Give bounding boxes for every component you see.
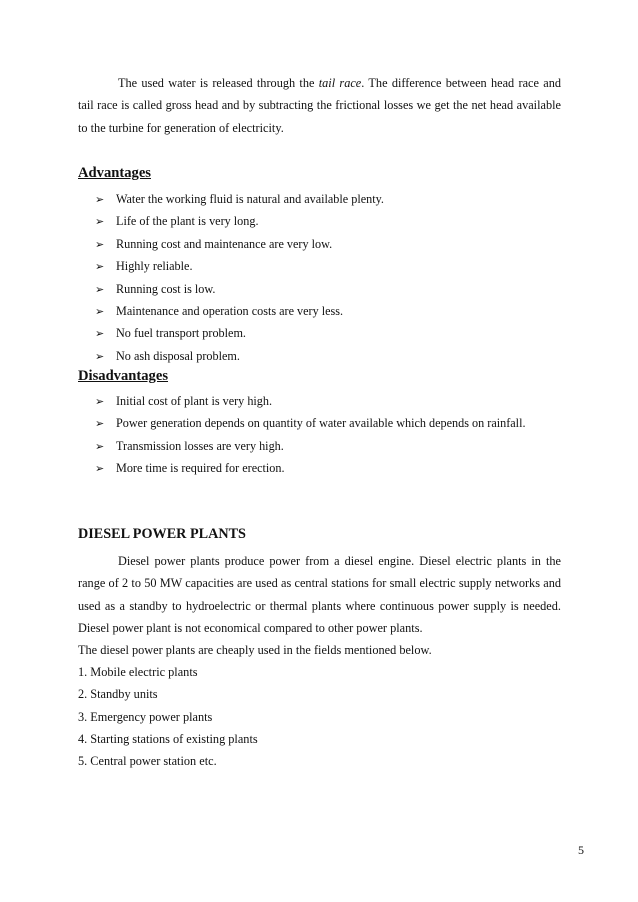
arrow-bullet-icon: ➢ bbox=[95, 193, 105, 206]
arrow-bullet-icon: ➢ bbox=[95, 215, 105, 229]
list-item-text: No ash disposal problem. bbox=[116, 348, 240, 363]
list-item-text: Water the working fluid is natural and available plenty. bbox=[116, 192, 384, 206]
arrow-bullet-icon: ➢ bbox=[95, 260, 105, 274]
list-item bbox=[95, 345, 384, 367]
arrow-bullet-icon: ➢ bbox=[95, 349, 105, 363]
diesel-uses-intro: The diesel power plants are cheaply used in the fields mentioned below. bbox=[78, 643, 432, 657]
list-item-text: Running cost is low. bbox=[116, 281, 216, 296]
numbered-item: 2. Standby units bbox=[78, 687, 158, 702]
arrow-bullet-icon: ➢ bbox=[95, 237, 105, 251]
disadvantages-heading: Disadvantages bbox=[78, 368, 169, 384]
diesel-paragraph: Diesel power plants produce power from a diesel engine. Diesel electric plants in the range of 2 to 50 MW capacities are used as central stations for small electric supply networks and used as a standby to hydroelectric or thermal plants where continuous power supply is needed. Diesel power plant is not economical compared to other power plants. bbox=[78, 554, 561, 635]
list-item bbox=[95, 255, 384, 277]
list-item-text: Power generation depends on quantity of water available which depends on rainfall. bbox=[116, 416, 526, 431]
numbered-item: 1. Mobile electric plants bbox=[78, 665, 198, 679]
advantages-heading: Advantages bbox=[78, 165, 151, 181]
numbered-item: 5. Central power station etc. bbox=[78, 754, 217, 769]
list-item bbox=[95, 435, 526, 457]
list-item-text: Maintenance and operation costs are very less. bbox=[116, 303, 344, 318]
diesel-heading: DIESEL POWER PLANTS bbox=[78, 526, 246, 542]
arrow-bullet-icon: ➢ bbox=[95, 304, 105, 318]
numbered-item: 3. Emergency power plants bbox=[78, 709, 213, 724]
numbered-item: 4. Starting stations of existing plants bbox=[78, 731, 258, 746]
list-item bbox=[95, 322, 384, 344]
list-item bbox=[95, 233, 384, 255]
disadvantages-list bbox=[95, 390, 526, 480]
list-item bbox=[95, 300, 384, 322]
list-item bbox=[95, 412, 526, 434]
intro-paragraph bbox=[78, 72, 561, 139]
list-item-text: Highly reliable. bbox=[116, 259, 193, 274]
arrow-bullet-icon: ➢ bbox=[95, 417, 105, 431]
intro-text-2: . The difference between head race and tail race is called gross head and by subtracting the frictional losses we get the net head available to the turbine for generation of electricity. bbox=[78, 76, 561, 135]
list-item bbox=[95, 390, 526, 412]
list-item bbox=[95, 188, 384, 210]
list-item-text: More time is required for erection. bbox=[116, 461, 285, 476]
page-number: 5 bbox=[578, 843, 584, 857]
list-item-text: Life of the plant is very long. bbox=[116, 214, 259, 229]
list-item bbox=[95, 210, 384, 232]
arrow-bullet-icon: ➢ bbox=[95, 462, 105, 476]
list-item bbox=[95, 457, 526, 479]
arrow-bullet-icon: ➢ bbox=[95, 395, 105, 408]
arrow-bullet-icon: ➢ bbox=[95, 282, 105, 296]
intro-italic-term: tail race bbox=[318, 76, 362, 90]
list-item-text: Running cost and maintenance are very low. bbox=[116, 236, 333, 251]
arrow-bullet-icon: ➢ bbox=[95, 327, 105, 341]
list-item-text: No fuel transport problem. bbox=[116, 326, 246, 341]
list-item-text: Initial cost of plant is very high. bbox=[116, 394, 273, 408]
intro-text-1: The used water is released through the bbox=[118, 76, 319, 90]
list-item bbox=[95, 278, 384, 300]
arrow-bullet-icon: ➢ bbox=[95, 439, 105, 453]
advantages-list bbox=[95, 188, 384, 367]
list-item-text: Transmission losses are very high. bbox=[116, 438, 284, 453]
